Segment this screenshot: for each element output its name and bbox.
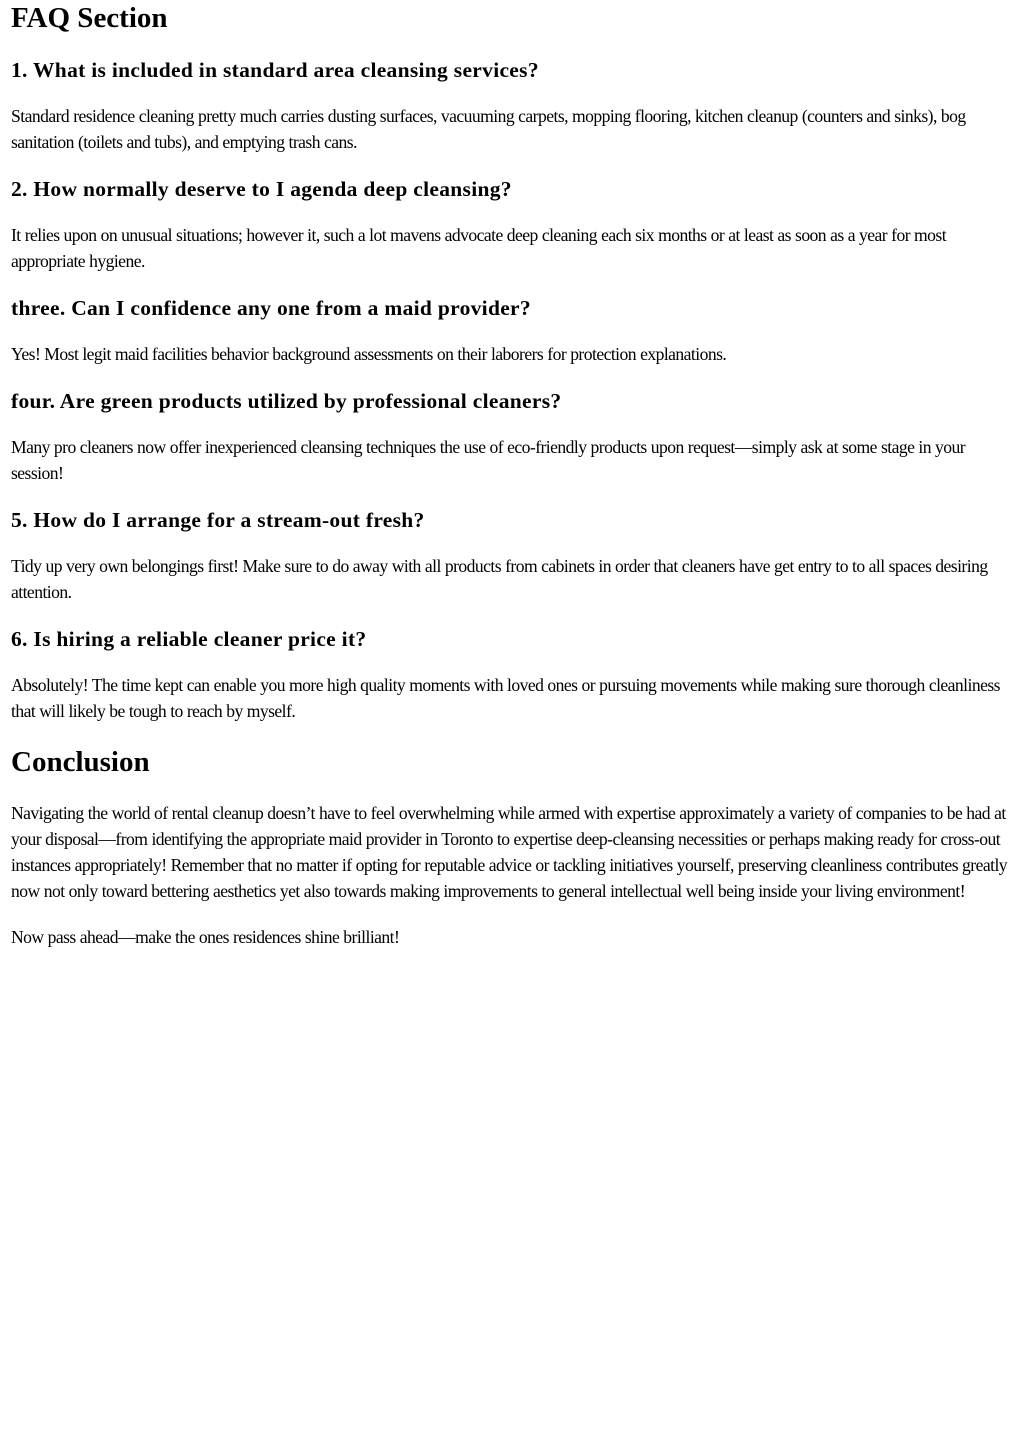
faq-question: 6. Is hiring a reliable cleaner price it? xyxy=(11,627,367,651)
faq-answer: Tidy up very own belongings first! Make sure to do away with all products from cabinets in order that cleaners have get entry to to all spaces desiring attention. xyxy=(11,556,988,602)
faq-question: three. Can I confidence any one from a maid provider? xyxy=(11,296,531,320)
faq-item xyxy=(11,388,1013,486)
faq-section-title: FAQ Section xyxy=(11,2,168,34)
faq-item xyxy=(11,626,1013,724)
faq-item xyxy=(11,176,1013,274)
faq-item xyxy=(11,57,1013,155)
faq-question: four. Are green products utilized by professional cleaners? xyxy=(11,389,562,413)
faq-answer: Many pro cleaners now offer inexperienced cleansing techniques the use of eco-friendly products upon request—simply ask at some stage in your session! xyxy=(11,437,966,483)
faq-question: 1. What is included in standard area cleansing services? xyxy=(11,58,539,82)
conclusion-title: Conclusion xyxy=(11,746,150,778)
faq-answer: Standard residence cleaning pretty much carries dusting surfaces, vacuuming carpets, mopping flooring, kitchen cleanup (counters and sinks), bog sanitation (toilets and tubs), and emptying trash cans. xyxy=(11,106,966,152)
conclusion-paragraph: Navigating the world of rental cleanup doesn’t have to feel overwhelming while armed with expertise approximately a variety of companies to be had at your disposal—from identifying the appropriate maid provider in Toronto to expertise deep-cleansing necessities or perhaps making ready for cross-out instances appropriately! Remember that no matter if opting for reputable advice or tackling initiatives yourself, preserving cleanliness contributes greatly now not only toward bettering aesthetics yet also towards making improvements to general intellectual well being inside your living environment! xyxy=(11,803,1008,901)
faq-answer: Yes! Most legit maid facilities behavior background assessments on their laborers for protection explanations. xyxy=(11,344,727,364)
conclusion-closing-line: Now pass ahead—make the ones residences shine brilliant! xyxy=(11,927,400,947)
faq-question: 5. How do I arrange for a stream-out fresh? xyxy=(11,508,425,532)
faq-item xyxy=(11,507,1013,605)
faq-item xyxy=(11,295,1013,367)
faq-answer: It relies upon on unusual situations; however it, such a lot mavens advocate deep cleaning each six months or at least as soon as a year for most appropriate hygiene. xyxy=(11,225,947,271)
faq-question: 2. How normally deserve to I agenda deep cleansing? xyxy=(11,177,512,201)
document-page xyxy=(11,0,1013,970)
faq-answer: Absolutely! The time kept can enable you more high quality moments with loved ones or pursuing movements while making sure thorough cleanliness that will likely be tough to reach by myself. xyxy=(11,675,1000,721)
